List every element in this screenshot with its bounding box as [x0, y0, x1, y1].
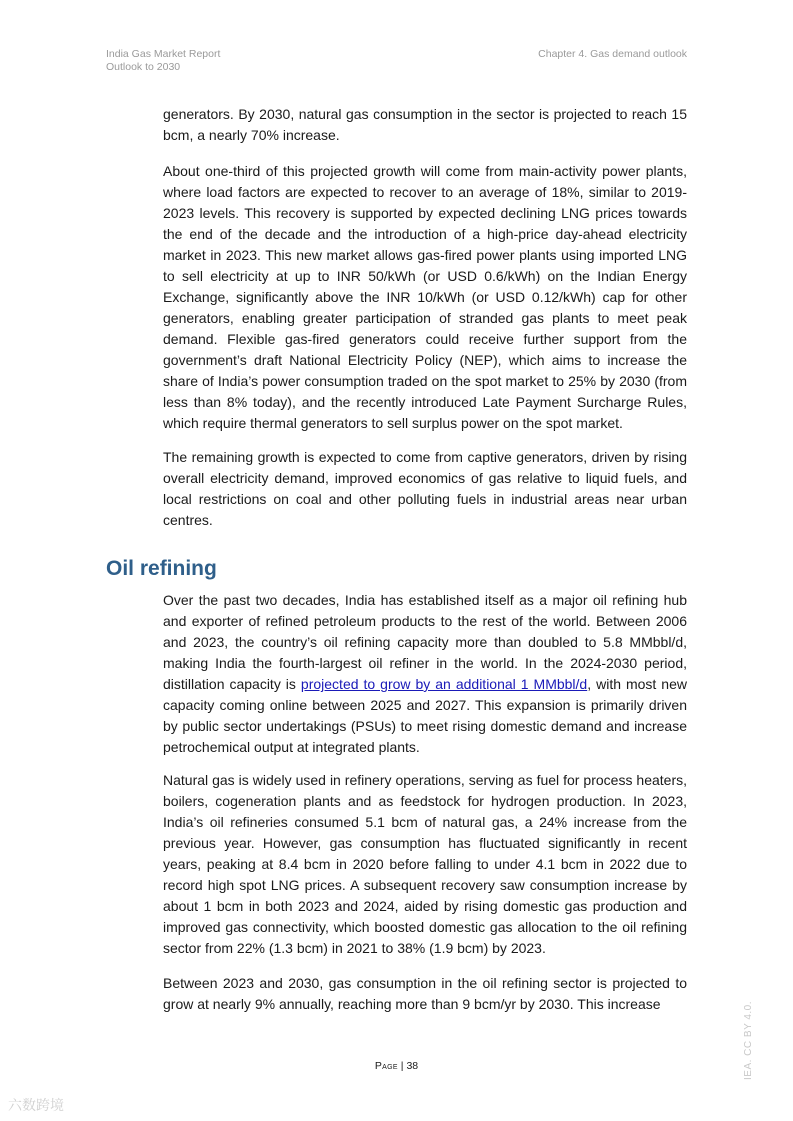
paragraph-main-activity-power-plants: About one-third of this projected growth will come from main-activity power plants, where load factors are expected to recover to an average of 18%, similar to 2019-2023 levels. This recovery is supported by expected declining LNG prices towards the end of the decade and the introduction of a high-price day-ahead electricity market in 2023. This new market allows gas-fired power plants using imported LNG to sell electricity at up to INR 50/kWh (or USD 0.6/kWh) on the Indian Energy Exchange, significantly above the INR 10/kWh (or USD 0.12/kWh) cap for other generators, enabling greater participation of stranded gas plants to meet peak demand. Flexible gas-fired generators could receive further support from the government’s draft National Electricity Policy (NEP), which aims to increase the share of India’s power consumption traded on the spot market to 25% by 2030 (from less than 8% today), and the recently introduced Late Payment Surcharge Rules, which require thermal generators to sell surplus power on the spot market. — [163, 163, 687, 431]
page-label: Page — [374, 1060, 398, 1072]
paragraph-power-generation-intro: generators. By 2030, natural gas consumption in the sector is projected to reach 15 bcm, a nearly 70% increase. — [163, 106, 687, 143]
paragraph-captive-generators: The remaining growth is expected to come from captive generators, driven by rising overall electricity demand, improved economics of gas relative to liquid fuels, and local restrictions on coal and other polluting fuels in industrial areas near urban centres. — [163, 449, 687, 528]
license-notice: IEA. CC BY 4.0. — [743, 1000, 754, 1080]
report-title: India Gas Market Report — [106, 48, 221, 60]
chapter-title: Chapter 4. Gas demand outlook — [538, 48, 687, 60]
section-heading-oil-refining: Oil refining — [106, 557, 217, 580]
capacity-growth-link[interactable]: projected to grow by an additional 1 MMbbl/d — [300, 676, 588, 692]
paragraph-text: Over the past two decades, India has established itself as a major oil refining hub and exporter of refined petroleum products to the rest of the world. Between 2006 and 2023, the country’s oil refining capacity more than doubled to 5.8 MMbbl/d, making India the fourth-largest oil refiner in the world. In the 2024-2030 period, distillation capacity is — [163, 592, 687, 692]
paragraph-text: , with most new capacity coming online between 2025 and 2027. This expansion is primarily driven by public sector undertakings (PSUs) to meet rising domestic demand and increase petrochemical output at integrated plants. — [163, 676, 687, 755]
page-number: 38 — [406, 1060, 419, 1072]
paragraph-refining-capacity — [163, 590, 687, 758]
corner-watermark: 六数跨境 — [8, 1097, 64, 1113]
report-header — [106, 48, 220, 74]
page-footer — [0, 1060, 793, 1073]
paragraph-refinery-gas-use: Natural gas is widely used in refinery operations, serving as fuel for process heaters, boilers, cogeneration plants and as feedstock for hydrogen production. In 2023, India’s oil refineries consumed 5.1 bcm of natural gas, a 24% increase from the previous year. However, gas consumption has fluctuated significantly in recent years, peaking at 8.4 bcm in 2020 before falling to under 4.1 bcm in 2022 due to record high spot LNG prices. A subsequent recovery saw consumption increase by about 1 bcm in both 2023 and 2024, aided by rising domestic gas production and improved gas connectivity, which boosted domestic gas allocation to the oil refining sector from 22% (1.3 bcm) in 2021 to 38% (1.9 bcm) by 2023. — [163, 772, 687, 956]
report-subtitle: Outlook to 2030 — [106, 61, 181, 73]
page-separator: | — [397, 1060, 407, 1072]
paragraph-refining-outlook: Between 2023 and 2030, gas consumption in the oil refining sector is projected to grow at nearly 9% annually, reaching more than 9 bcm/yr by 2030. This increase — [163, 975, 687, 1012]
